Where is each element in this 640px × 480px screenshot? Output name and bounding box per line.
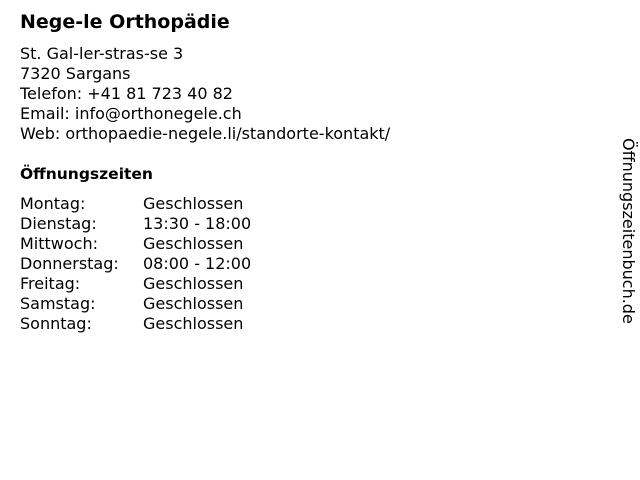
time-value: Geschlossen: [143, 294, 244, 313]
opening-hours-heading: Öffnungszeiten: [20, 165, 153, 183]
hours-row-thursday: [20, 254, 251, 274]
day-label: Donnerstag:: [20, 254, 119, 273]
city-postal: 7320 Sargans: [20, 64, 131, 83]
hours-row-monday: [20, 194, 251, 214]
contact-block: [20, 44, 390, 144]
hours-row-saturday: [20, 294, 251, 314]
time-value: 08:00 - 12:00: [143, 254, 252, 273]
opening-hours-table: [20, 194, 251, 334]
hours-row-sunday: [20, 314, 251, 334]
time-value: Geschlossen: [143, 274, 244, 293]
day-label: Sonntag:: [20, 314, 92, 333]
hours-row-tuesday: [20, 214, 251, 234]
hours-row-wednesday: [20, 234, 251, 254]
hours-row-friday: [20, 274, 251, 294]
time-value: Geschlossen: [143, 234, 244, 253]
time-value: 13:30 - 18:00: [143, 214, 252, 233]
day-label: Freitag:: [20, 274, 81, 293]
day-label: Mittwoch:: [20, 234, 98, 253]
time-value: Geschlossen: [143, 194, 244, 213]
day-label: Samstag:: [20, 294, 96, 313]
site-watermark: Öffnungszeitenbuch.de: [619, 138, 638, 324]
phone-line: Telefon: +41 81 723 40 82: [20, 84, 233, 103]
business-name: Nege-le Orthopädie: [20, 11, 230, 33]
time-value: Geschlossen: [143, 314, 244, 333]
street-address: St. Gal-ler-stras-se 3: [20, 44, 184, 63]
web-line: Web: orthopaedie-negele.li/standorte-kontakt/: [20, 124, 391, 143]
email-line: Email: info@orthonegele.ch: [20, 104, 242, 123]
day-label: Montag:: [20, 194, 86, 213]
day-label: Dienstag:: [20, 214, 97, 233]
